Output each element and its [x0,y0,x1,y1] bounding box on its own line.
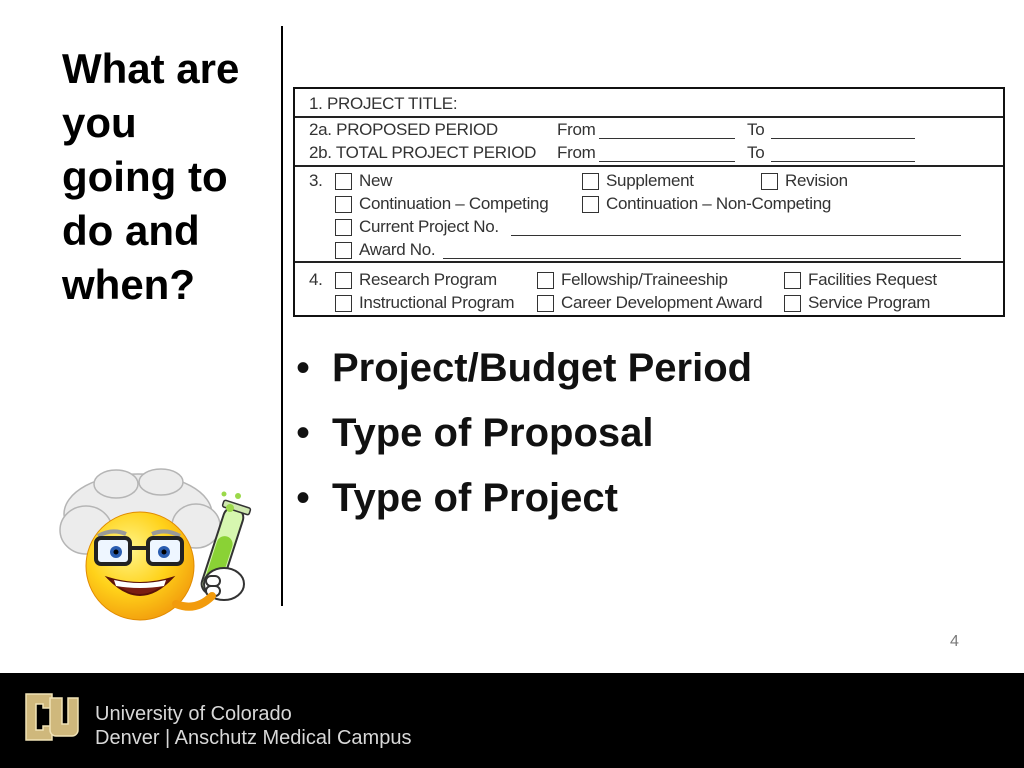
bullet-text: Type of Project [332,476,618,520]
slide-title: What are you going to do and when? [62,45,240,308]
type-continuation-competing: Continuation – Competing [359,194,549,213]
checkbox [335,295,352,312]
type-fellowship-traineeship: Fellowship/Traineeship [561,270,728,289]
current-project-number-field [511,235,961,236]
bullet-item [296,403,752,468]
scientist-mascot-icon [56,466,256,626]
type-service-program: Service Program [808,293,931,312]
bullet-text: Type of Proposal [332,411,654,455]
checkbox [335,242,352,259]
university-name [95,702,411,750]
to-label: To [747,120,765,139]
university-line-1: University of Colorado [95,703,292,725]
bullet-list [296,338,752,533]
section-4-number: 4. [309,270,323,289]
from-label: From [557,120,596,139]
checkbox [335,196,352,213]
type-career-development-award: Career Development Award [561,293,763,312]
proposed-period-label: 2a. PROPOSED PERIOD [309,120,498,139]
bullet-dot-icon: • [296,476,311,520]
checkbox [582,196,599,213]
type-new: New [359,171,393,190]
checkbox [761,173,778,190]
checkbox [537,272,554,289]
bullet-text: Project/Budget Period [332,346,753,390]
checkbox [582,173,599,190]
award-number-label: Award No. [359,240,436,259]
type-facilities-request: Facilities Request [808,270,937,289]
bullet-dot-icon: • [296,346,311,390]
form-row-divider [295,261,1003,263]
type-continuation-non-competing: Continuation – Non-Competing [606,194,832,213]
to-label: To [747,143,765,162]
form-row-divider [295,116,1003,118]
checkbox [335,173,352,190]
page-number: 4 [950,633,959,650]
vertical-divider [281,26,283,606]
type-supplement: Supplement [606,171,694,190]
project-title-label: 1. PROJECT TITLE: [309,94,458,113]
section-3-number: 3. [309,171,323,190]
form-excerpt [293,87,1005,317]
from-date-field [599,161,735,162]
checkbox [537,295,554,312]
checkbox [784,272,801,289]
checkbox [335,272,352,289]
checkbox [335,219,352,236]
bullet-item [296,338,752,403]
to-date-field [771,138,915,139]
form-row-divider [295,165,1003,167]
university-line-2: Denver | Anschutz Medical Campus [95,727,412,749]
checkbox [784,295,801,312]
total-period-label: 2b. TOTAL PROJECT PERIOD [309,143,537,162]
from-label: From [557,143,596,162]
current-project-number-label: Current Project No. [359,217,499,236]
bullet-item [296,468,752,533]
to-date-field [771,161,915,162]
award-number-field [443,258,961,259]
bullet-dot-icon: • [296,411,311,455]
type-research-program: Research Program [359,270,497,289]
type-revision: Revision [785,171,848,190]
from-date-field [599,138,735,139]
type-instructional-program: Instructional Program [359,293,515,312]
cu-logo-icon [24,688,80,748]
